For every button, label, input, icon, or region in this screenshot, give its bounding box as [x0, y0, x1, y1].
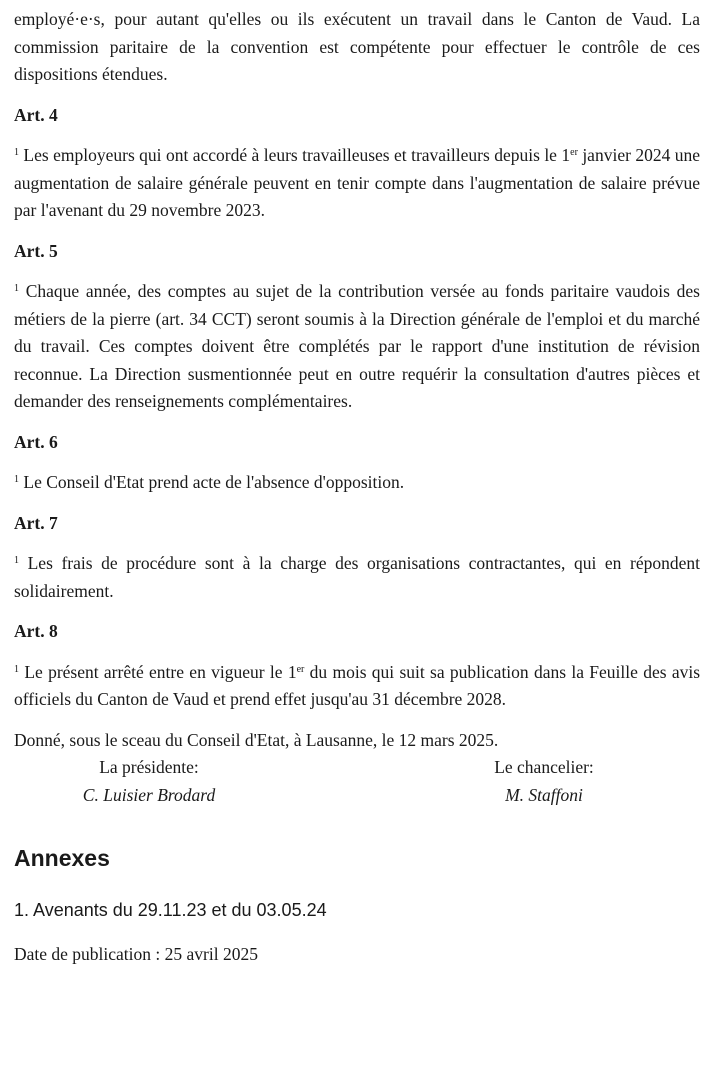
article-5-paragraph: [14, 278, 700, 416]
paragraph-number: 1: [14, 474, 19, 485]
publication-date: Date de publication : 25 avril 2025: [14, 944, 258, 964]
ordinal-suffix: er: [296, 663, 305, 675]
article-4-text-a: Les employeurs qui ont accordé à leurs travailleuses et travailleurs depuis le 1: [23, 145, 571, 165]
article-4-heading: Art. 4: [14, 104, 58, 125]
document-page: [14, 6, 700, 969]
annex-link[interactable]: 1. Avenants du 29.11.23 et du 03.05.24: [14, 900, 327, 920]
article-7-text: Les frais de procédure sont à la charge des organisations contractantes, qui en répondent solidairement.: [14, 553, 701, 601]
intro-paragraph: employé·e·s, pour autant qu'elles ou ils exécutent un travail dans le Canton de Vaud. La commission paritaire de la convention est compétente pour effectuer le contrôle de ces dispositions étendues.: [14, 9, 700, 84]
article-4-text-b: janvier 2024 une augmentation de salaire générale peuvent en tenir compte dans l'augmentation de salaire prévue par l'avenant du 29 novembre 2023.: [14, 145, 701, 220]
article-6-paragraph: [14, 469, 700, 497]
article-8-paragraph: [14, 659, 700, 714]
article-8-text-a: Le présent arrêté entre en vigueur le 1: [24, 661, 297, 682]
ordinal-suffix: er: [570, 147, 578, 158]
article-5-text: Chaque année, des comptes au sujet de la contribution versée au fonds paritaire vaudois des métiers de la pierre (art. 34 CCT) seront soumis à la Direction générale de l'emploi et du marché du travail. Ces comptes doivent être complétés par le rapport d'une institution de révision reconnue. La Direction susmentionnée peut en outre requérir la consultation d'autres pièces et demander des renseignements complémentaires.: [14, 281, 700, 411]
article-7-heading: Art. 7: [14, 512, 58, 533]
article-8-heading: Art. 8: [14, 621, 58, 641]
paragraph-number: 1: [14, 663, 19, 675]
article-8-text-b: du mois qui suit sa publication dans la Feuille des avis officiels du Canton de Vaud et prend effet jusqu'au 31 décembre 2028.: [14, 661, 701, 709]
article-4-paragraph: [14, 142, 700, 225]
chancellor-name: M. Staffoni: [505, 784, 583, 805]
article-7-paragraph: [14, 550, 700, 605]
signature-names: [14, 782, 700, 810]
article-6-heading: Art. 6: [14, 431, 58, 452]
given-statement: Donné, sous le sceau du Conseil d'Etat, à Lausanne, le 12 mars 2025.: [14, 729, 499, 750]
chancellor-title: Le chancelier:: [494, 757, 594, 777]
paragraph-number: 1: [14, 147, 19, 158]
president-name: C. Luisier Brodard: [82, 784, 216, 805]
president-title: La présidente:: [99, 757, 199, 777]
paragraph-number: 1: [14, 283, 19, 294]
paragraph-number: 1: [14, 555, 19, 566]
article-6-text: Le Conseil d'Etat prend acte de l'absence d'opposition.: [23, 472, 405, 492]
article-5-heading: Art. 5: [14, 240, 58, 261]
annexes-heading: Annexes: [14, 845, 110, 871]
signature-titles: [14, 754, 700, 782]
